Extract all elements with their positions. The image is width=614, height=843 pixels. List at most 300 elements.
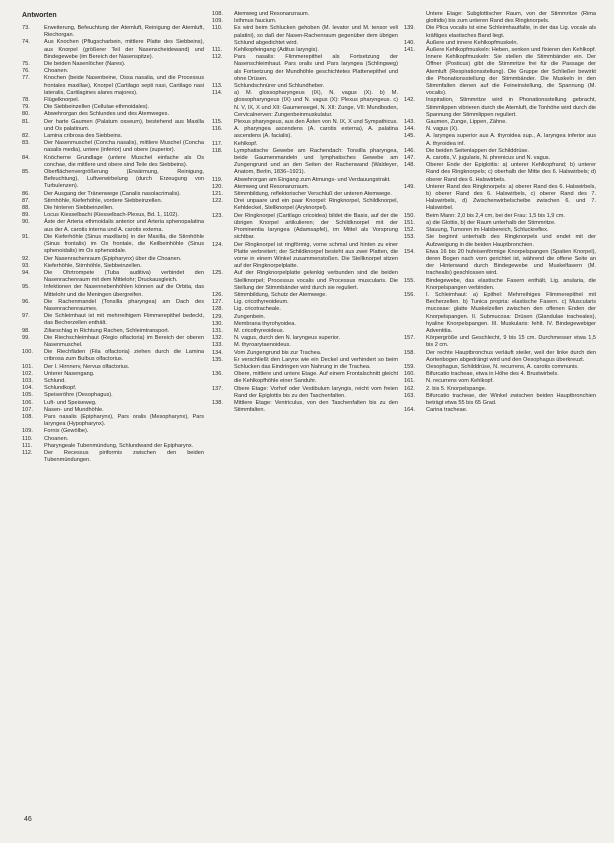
answer-number: 126. bbox=[212, 291, 223, 298]
answer-number: 83. bbox=[22, 140, 30, 147]
answer-number: 156. bbox=[404, 291, 415, 298]
answer-number: 87. bbox=[22, 197, 30, 204]
answer-entry bbox=[404, 97, 596, 119]
answer-text: Beim Mann: 2,0 bis 2,4 cm, bei der Frau: 1,5 bis 1,9 cm. bbox=[426, 212, 565, 219]
answer-text: Sie beginnt unterhalb des Ringknorpels und endet mit der Aufzweigung in die beiden Hauptbronchien. bbox=[426, 234, 596, 248]
answer-entry bbox=[212, 83, 398, 90]
answer-entry bbox=[22, 428, 204, 435]
answer-text: Die Ohrtrompete (Tuba auditiva) verbindet den Nasenrachenraum mit dem Mittelohr; Druckausgleich. bbox=[44, 269, 204, 284]
answer-text: Obere Etage: Vorhof oder Vestibulum laryngis, reicht vom freien Rand der Epiglottis bis zu den Taschenfalten. bbox=[234, 385, 398, 399]
answer-text: Der Recessus piriformis zwischen den beiden Tubenmündungen. bbox=[44, 449, 204, 464]
answer-number: 80. bbox=[22, 111, 30, 118]
answer-entry bbox=[22, 198, 204, 205]
answer-entry bbox=[212, 242, 398, 271]
answer-entry bbox=[22, 234, 204, 256]
answer-number: 110. bbox=[22, 435, 33, 442]
answer-number: 132. bbox=[212, 335, 223, 342]
answer-number: 78. bbox=[22, 97, 30, 104]
answer-number: 140. bbox=[404, 39, 415, 46]
answer-number: 92. bbox=[22, 255, 30, 262]
answer-number: 151. bbox=[404, 219, 415, 226]
answer-text: Speiseröhre (Oesophagus). bbox=[44, 392, 113, 399]
answer-number: 121. bbox=[212, 191, 223, 198]
answer-number: 76. bbox=[22, 68, 30, 75]
answer-entry bbox=[22, 443, 204, 450]
answer-number: 98. bbox=[22, 327, 30, 334]
answer-entry bbox=[404, 249, 596, 278]
answer-number: 155. bbox=[404, 277, 415, 284]
answer-number: 149. bbox=[404, 183, 415, 190]
answer-number: 148. bbox=[404, 162, 415, 169]
answer-entry bbox=[22, 68, 204, 75]
answer-entry bbox=[22, 133, 204, 140]
answer-text: Knochen (beide Nasenbeine, Ossa nasalia, und die Processus frontales maxillae), Knorpel (Cartilago septi nasi, Cartilago nasi lateralis, Cartilagines alares majores). bbox=[44, 75, 204, 96]
answer-number: 142. bbox=[404, 97, 415, 104]
answer-number: 112. bbox=[212, 54, 223, 61]
answer-entry bbox=[22, 61, 204, 68]
answer-number: 153. bbox=[404, 234, 415, 241]
answer-number: 117. bbox=[212, 140, 223, 147]
answer-text: Bindegewebe, das elastische Fasern enthält, Lig. anularia, die Knorpelspangen verbinden. bbox=[426, 277, 596, 291]
answer-text: Die beiden Seitenlappen der Schilddrüse. bbox=[426, 147, 529, 154]
answer-entry bbox=[22, 299, 204, 313]
answer-number: 152. bbox=[404, 227, 415, 234]
answer-number: 77. bbox=[22, 75, 30, 82]
answer-entry bbox=[212, 357, 398, 371]
answer-entry bbox=[212, 11, 398, 18]
answer-number: 124. bbox=[212, 241, 223, 248]
answer-text: Der Ausgang der Tränenwege (Canalis nasolacrimalis). bbox=[44, 190, 181, 197]
answer-entry bbox=[404, 220, 596, 227]
answer-number: 131. bbox=[212, 327, 223, 334]
answer-entry bbox=[404, 407, 596, 414]
answer-text: Lamina cribrosa des Siebbeins. bbox=[44, 133, 123, 140]
answer-text: Die beiden Nasenlöcher (Nares). bbox=[44, 61, 126, 68]
answer-number: 101. bbox=[22, 363, 33, 370]
answer-text: a) M. glossopharyngeus (IX), N. vagus (X). b) M. glossopharyngeus (IX) und N. vagus (X): Plexus pharyngeus. c) N. V, IX, X und XII: Gaumensegel, N. XII: Zunge, VII: Mundboden, Cervicalnerven: Zungenbeinmuskulatur. bbox=[234, 90, 398, 118]
page-number: 46 bbox=[24, 816, 32, 823]
answer-entry bbox=[404, 335, 596, 349]
answer-entry bbox=[404, 47, 596, 97]
answer-number: 162. bbox=[404, 385, 415, 392]
answer-number: 103. bbox=[22, 377, 33, 384]
answer-entry bbox=[212, 328, 398, 335]
answers-column-1 bbox=[22, 11, 204, 464]
answer-entry bbox=[22, 169, 204, 191]
answer-text: A. laryngea superior aus A. thyroidea sup., A. laryngea inferior aus A. thyroidea inf. bbox=[426, 133, 596, 147]
answer-entry bbox=[404, 11, 596, 25]
answer-number: 139. bbox=[404, 25, 415, 32]
answer-text: Locus Kiesselbachi (Kiesselbach-Plexus, Bd. 1, 1102). bbox=[44, 212, 179, 219]
answer-text: Stimmbildung, reflektorischer Verschluß der unteren Atemwege. bbox=[234, 191, 392, 198]
answer-entry bbox=[22, 371, 204, 378]
answer-number: 111. bbox=[22, 442, 33, 449]
answer-text: Fornix (Gewölbe). bbox=[44, 428, 89, 435]
answer-number: 81. bbox=[22, 118, 30, 125]
answer-text: Auf der Ringknorpelplatte gelenkig verbunden sind die beiden Stellknorpel; Processus vocalis und Processus muscularis. Die Stellung der Stimmbänder wird durch sie reguliert. bbox=[234, 270, 398, 291]
answer-number: 79. bbox=[22, 104, 30, 111]
section-heading: Antworten bbox=[22, 12, 57, 19]
answers-column-3 bbox=[404, 11, 596, 414]
answer-number: 146. bbox=[404, 147, 415, 154]
answer-number: 99. bbox=[22, 334, 30, 341]
answer-entry bbox=[404, 227, 596, 234]
answer-number: 129. bbox=[212, 313, 223, 320]
answer-entry bbox=[212, 198, 398, 212]
answer-entry bbox=[22, 364, 204, 371]
answer-entry bbox=[22, 313, 204, 327]
answer-entry bbox=[212, 292, 398, 299]
answer-text: Flügelknorpel. bbox=[44, 97, 80, 104]
answer-text: Ziliarschlag in Richtung Rachen, Schleimtransport. bbox=[44, 327, 170, 334]
answer-number: 150. bbox=[404, 212, 415, 219]
answer-text: Die Siebbeinzellen (Cellulae ethmoidales). bbox=[44, 104, 150, 111]
answer-entry bbox=[212, 342, 398, 349]
answer-text: M. cricothyreoideus. bbox=[234, 327, 285, 334]
answer-text: Äußere Kehlkopfmuskeln: Heben, senken und fixieren den Kehlkopf. Innere Kehlkopfmuskeln: Sie stellen die Stimmbänder ein. Der Öffner (Posticus) gibt die Stimmritze frei für die Passage der Atemluft (Respirationsstellung). Die Gruppe der Schließer bewirkt die Phonationsstellung der Stimmbänder. Die Muskeln in den Stimmfalten dienen auf die Feineinstellung, die Spannung (M. vocalis). bbox=[426, 47, 596, 97]
answer-text: Isthmus faucium. bbox=[234, 18, 277, 25]
answer-entry bbox=[404, 213, 596, 220]
answer-text: N. vagus (X). bbox=[426, 126, 459, 133]
answer-entry bbox=[22, 385, 204, 392]
answer-number: 85. bbox=[22, 169, 30, 176]
answer-list bbox=[212, 11, 398, 414]
answer-number: 108. bbox=[22, 413, 33, 420]
answer-entry bbox=[212, 18, 398, 25]
answers-column-2 bbox=[212, 11, 398, 414]
answer-entry bbox=[22, 414, 204, 428]
answer-number: 158. bbox=[404, 349, 415, 356]
answer-number: 137. bbox=[212, 385, 223, 392]
answer-text: Atemweg und Resonanzraum. bbox=[234, 11, 310, 17]
answer-entry bbox=[22, 205, 204, 212]
answer-text: A. pharyngea ascendens (A. carotis externa), A. palatina ascendens (A. facialis). bbox=[234, 126, 398, 140]
answer-entry bbox=[404, 350, 596, 364]
answer-number: 141. bbox=[404, 47, 415, 54]
answer-number: 163. bbox=[404, 392, 415, 399]
answer-number: 90. bbox=[22, 219, 30, 226]
answer-entry bbox=[212, 25, 398, 47]
answer-number: 160. bbox=[404, 371, 415, 378]
answer-entry bbox=[212, 126, 398, 140]
answer-entry bbox=[212, 90, 398, 119]
answer-text: Stirnhöhle, Kieferhöhle, vordere Siebbeinzellen. bbox=[44, 197, 163, 204]
answer-text: Schlund. bbox=[44, 377, 66, 384]
answer-text: A. carotis, V. jugularis, N. phrenicus und N. vagus. bbox=[426, 155, 551, 162]
answer-text: Zungenbein. bbox=[234, 313, 266, 320]
answer-text: M. thyroarytaenoideus. bbox=[234, 342, 291, 349]
answer-text: Gaumen, Zunge, Lippen, Zähne. bbox=[426, 119, 507, 126]
answer-list bbox=[404, 11, 596, 414]
answer-number: 109. bbox=[22, 428, 33, 435]
answer-entry bbox=[212, 213, 398, 242]
answer-text: Carina tracheae. bbox=[426, 407, 468, 414]
answer-text: Stimmbildung, Schutz der Atemwege. bbox=[234, 291, 327, 298]
answer-entry bbox=[404, 162, 596, 184]
answer-number: 123. bbox=[212, 212, 223, 219]
answer-text: Drei unpaare und ein paar Knorpel: Ringknorpel, Schildknorpel, Kehldeckel, Stellknorpel (Aryknorpel). bbox=[234, 198, 398, 212]
answer-number: 116. bbox=[212, 126, 223, 133]
answer-entry bbox=[212, 141, 398, 148]
answer-text: Atemweg und Resonanzraum. bbox=[234, 183, 310, 190]
answer-text: Oberflächenvergrößerung (Erwärmung, Reinigung, Befeuchtung), Luftverwirbelung (durch Erzeugung von Turbulenzen). bbox=[44, 169, 204, 190]
answer-number: 112. bbox=[22, 449, 33, 456]
answer-text: Kehlkopf. bbox=[234, 140, 258, 147]
answer-entry bbox=[212, 177, 398, 184]
answer-entry bbox=[404, 364, 596, 371]
answer-number: 134. bbox=[212, 349, 223, 356]
answer-entry bbox=[404, 133, 596, 147]
answer-entry bbox=[404, 292, 596, 335]
answer-text: Der I. Hirnnerv, Nervus olfactorius. bbox=[44, 363, 130, 370]
answer-text: Bifurcatio tracheae, etwa in Höhe des 4. Brustwirbels. bbox=[426, 371, 559, 378]
answer-number: 125. bbox=[212, 270, 223, 277]
answer-number bbox=[404, 11, 426, 25]
answer-text: Die Riechschleimhaut (Regio olfactoria) im Bereich der oberen Nasenmuschel. bbox=[44, 334, 204, 348]
answer-number: 145. bbox=[404, 133, 415, 140]
answer-entry bbox=[22, 378, 204, 385]
answer-text: Unterer Nasengang. bbox=[44, 370, 95, 377]
answer-entry bbox=[212, 321, 398, 328]
answer-entry bbox=[212, 119, 398, 126]
answer-entry bbox=[212, 47, 398, 54]
answer-entry bbox=[404, 184, 596, 213]
answer-number: 86. bbox=[22, 190, 30, 197]
answer-entry bbox=[212, 191, 398, 198]
answer-number: 88. bbox=[22, 205, 30, 212]
answer-text: Pars nasalis: Flimmerepithel als Fortsetzung der Nasenschleimhaut. Pars oralis und Pars laryngea (Schlingweg) als Fortsetzung der Mundhöhle geschichtetes Plattenepithel und ohne Drüsen. bbox=[234, 54, 398, 82]
answer-entry bbox=[22, 328, 204, 335]
answer-number: 144. bbox=[404, 126, 415, 133]
answer-text: Pars nasalis (Epipharynx), Pars oralis (Mesopharynx), Pars laryngea (Hypopharynx). bbox=[44, 413, 204, 428]
answer-number: 159. bbox=[404, 363, 415, 370]
answer-text: Die Riechfäden (Fila olfactoria) ziehen durch die Lamina cribrosa zum Bulbus olfactorius. bbox=[44, 349, 204, 363]
answer-text: Äußere und innere Kehlkopfmuskeln. bbox=[426, 39, 519, 46]
answer-entry bbox=[22, 191, 204, 198]
answer-entry bbox=[404, 393, 596, 407]
answer-entry bbox=[404, 278, 596, 292]
answer-number: 133. bbox=[212, 342, 223, 349]
answer-text: 2. bis 5. Knorpelspange. bbox=[426, 385, 487, 392]
answer-entry bbox=[22, 140, 204, 154]
answer-number: 75. bbox=[22, 61, 30, 68]
answer-number: 127. bbox=[212, 299, 223, 306]
answer-number: 89. bbox=[22, 212, 30, 219]
answer-text: Körpergröße und Geschlecht, 9 bis 15 cm. Durchmesser etwa 1,5 bis 2 cm. bbox=[426, 335, 596, 349]
answer-text: Der Nasenmuschel (Concha nasalis), mittlere Muschel (Concha nasalis media), untere (inferior) und obere (superior). bbox=[44, 140, 204, 154]
answer-text: Der Nasenrachenraum (Epipharynx) über die Choanen. bbox=[44, 255, 182, 262]
answer-entry bbox=[404, 25, 596, 39]
answer-entry bbox=[22, 284, 204, 298]
answer-number: 109. bbox=[212, 18, 223, 25]
answer-number: 147. bbox=[404, 155, 415, 162]
answer-text: Schlundschnürer und Schlundheber. bbox=[234, 83, 325, 90]
answer-text: Der Ringknorpel ist ringförmig, vorne schmal und hinten zu einer Platte verbreitert; der Schildknorpel besteht aus zwei Platten, die vorne in einem Winkel zusammenstoßen. Die Stellknorpel sitzen auf der Ringknorpelplatte. bbox=[234, 241, 398, 270]
answer-text: Inspiration, Stimmritze wird in Phonationsstellung gebracht, Stimmlippen vibrieren durch die Atemluft, die Tonhöhe wird durch die Spannung der Stimmlippen reguliert. bbox=[426, 97, 596, 118]
answer-text: Bifurcatio tracheae, der Winkel zwischen beiden Hauptbronchien beträgt etwa 55 bis 65 Grad. bbox=[426, 392, 596, 406]
answer-text: N. recurrens vom Kehlkopf. bbox=[426, 378, 494, 385]
answer-number: 119. bbox=[212, 176, 223, 183]
answer-text: Die Kieferhöhle (Sinus maxillaris) in der Maxilla, die Stirnhöhle (Sinus frontalis) im Os frontale, die Keilbeinhöhle (Sinus sphenoidalis) im Os sphenoidale. bbox=[44, 233, 204, 255]
answer-number: 120. bbox=[212, 183, 223, 190]
answer-number: 106. bbox=[22, 399, 33, 406]
answer-text: Es wird beim Schlucken gehoben (M. levator und M. tensor veli palatini), so daß der Nasen-Rachenraum gegenüber dem übrigen Schlund abgedichtet wird. bbox=[234, 25, 398, 46]
answer-entry bbox=[404, 148, 596, 155]
answer-entry bbox=[22, 349, 204, 363]
answer-text: Der harte Gaumen (Palatum osseum), bestehend aus Maxilla und Os palatinum. bbox=[44, 118, 204, 132]
answer-entry bbox=[22, 400, 204, 407]
answer-number: 82. bbox=[22, 133, 30, 140]
answer-text: Mittlere Etage: Ventriculus, von den Taschenfalten bis zu den Stimmfalten. bbox=[234, 399, 398, 414]
answer-entry bbox=[22, 270, 204, 284]
answer-number: 114. bbox=[212, 90, 223, 97]
answer-entry bbox=[404, 119, 596, 126]
answer-text: Pharyngeale Tubenmündung, Schlundwand der Epipharynx. bbox=[44, 442, 194, 449]
answer-entry bbox=[212, 400, 398, 414]
answer-number: 96. bbox=[22, 298, 30, 305]
answer-text: Etwa 16 bis 20 hufeisenförmige Knorpelspangen (Spatien Knorpel), deren Bogen nach vorn gerichtet ist, während die offene Seite an der Hinterwand durch Bindegewebe und Muskelfasern (M. trachealis) geschlossen wird. bbox=[426, 248, 596, 277]
answer-text: Erweiterung, Befeuchtung der Atemluft, Reinigung der Atemluft, Riechorgan. bbox=[44, 25, 204, 39]
answer-entry bbox=[212, 54, 398, 83]
answer-number: 143. bbox=[404, 119, 415, 126]
answer-text: Obere, mittlere und untere Etage. Auf einem Frontalschnitt gleicht die Kehlkopfhöhle einer Sanduhr. bbox=[234, 371, 398, 385]
answer-text: Kehlkopfeingang (Aditus laryngis). bbox=[234, 47, 319, 54]
answer-entry bbox=[212, 335, 398, 342]
answer-entry bbox=[212, 306, 398, 313]
answer-entry bbox=[22, 39, 204, 61]
answer-text: Untere Etage: Subglottischer Raum, von der Stimmritze (Rima glottidis) bis zum unteren Rand des Ringknorpels. bbox=[426, 11, 596, 25]
answer-number: 111. bbox=[212, 47, 223, 54]
answer-number: 108. bbox=[212, 11, 223, 17]
answer-entry bbox=[22, 155, 204, 169]
answer-text: Infektionen der Nasennebenhöhlen können auf die Orbita, das Mittelohr und die Meningen übergreifen. bbox=[44, 284, 204, 298]
answer-text: Die Rachenmandel (Tonsilla pharyngea) am Dach des Nasenrachenraumes. bbox=[44, 298, 204, 312]
answer-number: 84. bbox=[22, 154, 30, 161]
answer-number: 93. bbox=[22, 262, 30, 269]
answer-number: 122. bbox=[212, 198, 223, 205]
answer-entry bbox=[22, 436, 204, 443]
answer-number: 161. bbox=[404, 378, 415, 385]
answer-number: 128. bbox=[212, 306, 223, 313]
answer-text: Knöcherne Grundlage (untere Muschel einfache als Os conchae, die mittlere und obere sind Teile des Siebbeins). bbox=[44, 154, 204, 168]
answer-text: Choanen. bbox=[44, 435, 69, 442]
answer-entry bbox=[404, 126, 596, 133]
answer-entry bbox=[212, 314, 398, 321]
answer-list bbox=[22, 25, 204, 464]
answer-entry bbox=[212, 299, 398, 306]
answer-text: Die Plica vocalis ist eine Schleimhautfalte, in der das Lig. vocale als kräftiges elastisches Band liegt. bbox=[426, 25, 596, 39]
answer-entry bbox=[404, 386, 596, 393]
answer-entry bbox=[404, 371, 596, 378]
answer-text: Luft- und Speiseweg. bbox=[44, 399, 97, 406]
answer-text: Die hinteren Siebbeinzellen. bbox=[44, 205, 114, 212]
answer-entry bbox=[404, 378, 596, 385]
answer-text: a) die Glottis, b) der Raum unterhalb der Stimmritze. bbox=[426, 219, 556, 226]
answer-entry bbox=[404, 234, 596, 248]
answer-entry bbox=[22, 111, 204, 118]
answer-number: 164. bbox=[404, 407, 415, 414]
answer-text: Er verschließt den Larynx wie ein Deckel und verhindert so beim Schlucken das Eindringen von Nahrung in die Trachea. bbox=[234, 356, 398, 370]
answer-entry bbox=[212, 371, 398, 385]
answer-entry bbox=[22, 97, 204, 104]
answer-number: 91. bbox=[22, 233, 30, 240]
answer-entry bbox=[212, 184, 398, 191]
answer-number: 138. bbox=[212, 399, 223, 406]
answer-text: Oesophagus, Schilddrüse, N. recurrens, A. carotis communis. bbox=[426, 363, 579, 370]
answer-text: Die Schleimhaut ist mit mehrreihigem Flimmerepithel bedeckt, das Becherzellen enthält. bbox=[44, 313, 204, 327]
answer-number: 105. bbox=[22, 392, 33, 399]
answer-number: 107. bbox=[22, 406, 33, 413]
answer-text: Nasen- und Mundhöhle. bbox=[44, 406, 104, 413]
answer-text: Aus Knochen (Pflugscharbein, mittlere Platte des Siebbeins), aus Knorpel (größerer Teil der Nasenscheidewand) und Bindegewebe (im Bereich der Nasenspitze). bbox=[44, 39, 204, 60]
answer-entry bbox=[22, 450, 204, 464]
answer-number: 104. bbox=[22, 385, 33, 392]
answer-text: Der Ringknorpel (Cartilago cricoidea) bildet die Basis, auf der die übrigen Knorpel artikulieren; der Schildknorpel mit der Prominentia laryngea (Adamsapfel), im Mittel als Vorsprung sichtbar. bbox=[234, 212, 398, 241]
answer-text: Unterer Rand des Ringknorpels: a) oberer Rand des 6. Halswirbels, b) oberer Rand des 6. Halswirbels, c) oberer Rand des 7. Halswirbels, d) Zwischenwirbelscheibe zwischen 6. und 7. Halswirbel. bbox=[426, 183, 596, 212]
answer-number: 102. bbox=[22, 370, 33, 377]
answer-text: N. vagus, durch den N. laryngeus superior. bbox=[234, 335, 341, 342]
answer-entry bbox=[22, 219, 204, 233]
answer-text: Äste der Arteria ethmoidalis anterior und Arteria sphenopalatina aus der A. carotis interna und A. carotis externa. bbox=[44, 219, 204, 233]
answer-text: Choanen. bbox=[44, 68, 69, 75]
answer-text: Plexus pharyngeus, aus den Ästen von N. IX, X und Sympathicus. bbox=[234, 119, 398, 126]
answer-entry bbox=[22, 25, 204, 39]
answer-entry bbox=[22, 392, 204, 399]
answer-number: 73. bbox=[22, 25, 30, 31]
answer-entry bbox=[22, 335, 204, 349]
answer-entry bbox=[404, 155, 596, 162]
answer-entry bbox=[212, 270, 398, 292]
answer-entry bbox=[212, 350, 398, 357]
answer-text: Stauung, Tumoren im Halsbereich, Schluckreflex. bbox=[426, 227, 549, 234]
answer-number: 130. bbox=[212, 320, 223, 327]
answer-text: Schlundkopf. bbox=[44, 385, 77, 392]
answer-number: 136. bbox=[212, 371, 223, 378]
answer-entry bbox=[22, 263, 204, 270]
answer-number: 118. bbox=[212, 147, 223, 154]
answer-text: Vom Zungengrund bis zur Trachea. bbox=[234, 349, 322, 356]
answer-text: Oberer Ende der Epiglottis: a) unterer Kehlkopfrand; b) unterer Rand des Ringknorpels; c) oberhalb der Mitte des 6. Halswirbels; d) oberer Rand des 6. Halswirbels. bbox=[426, 162, 596, 183]
answer-entry bbox=[22, 256, 204, 263]
answer-entry bbox=[22, 104, 204, 111]
answer-entry bbox=[22, 75, 204, 97]
answer-number: 100. bbox=[22, 349, 33, 356]
answer-text: I. Schleimhaut: a) Epithel: Mehrreihiges Flimmerepithel mit Becherzellen. b) Tunica propria: elastische Fasern. c) Muscularis mucosae: glatte Muskelzellen zwischen den offenen Enden der Knorpelspangen. II. Submucosa: Drüsen (Glandulae tracheales), hyaline Knorpelspangen. III. Muskularis: fehlt. IV. Bindegewebiger Adventitia. bbox=[426, 291, 596, 334]
answer-number: 115. bbox=[212, 119, 223, 126]
answer-entry bbox=[212, 386, 398, 400]
answer-text: Lymphatische Gewebe am Rachendach: Tonsilla pharyngea, beide Gaumenmandeln und lymphatisches Gewebe am Zungengrund und an den Seiten der Rachenwand (Waldeyer, Anatom, Berlin, 1836–1921). bbox=[234, 147, 398, 176]
answer-entry bbox=[22, 119, 204, 133]
answer-entry bbox=[22, 407, 204, 414]
answer-number: 154. bbox=[404, 248, 415, 255]
answer-entry bbox=[212, 148, 398, 177]
answer-entry bbox=[404, 40, 596, 47]
answer-text: Lig. cricothyreoideum. bbox=[234, 299, 289, 306]
answer-number: 113. bbox=[212, 83, 223, 90]
answer-number: 95. bbox=[22, 284, 30, 291]
answer-number: 74. bbox=[22, 39, 30, 46]
answer-text: Abwehrorgan des Schlundes und des Atemweges. bbox=[44, 111, 170, 118]
answer-text: Kieferhöhle, Stirnhöhle, Siebbeinzellen. bbox=[44, 262, 142, 269]
answer-text: Abwehrorgan am Eingang zum Atmungs- und Verdauungstrakt. bbox=[234, 176, 391, 183]
answer-number: 110. bbox=[212, 25, 223, 32]
answer-number: 157. bbox=[404, 335, 415, 342]
answer-number: 94. bbox=[22, 269, 30, 276]
answer-text: Der rechte Hauptbronchus verläuft steiler, weil der linke durch den Aortenbogen abgedrängt wird und den Oesophagus überkreuzt. bbox=[426, 349, 596, 363]
answer-number: 97. bbox=[22, 313, 30, 320]
answer-text: Membrana thyrohyoidea. bbox=[234, 320, 296, 327]
answer-number: 135. bbox=[212, 356, 223, 363]
